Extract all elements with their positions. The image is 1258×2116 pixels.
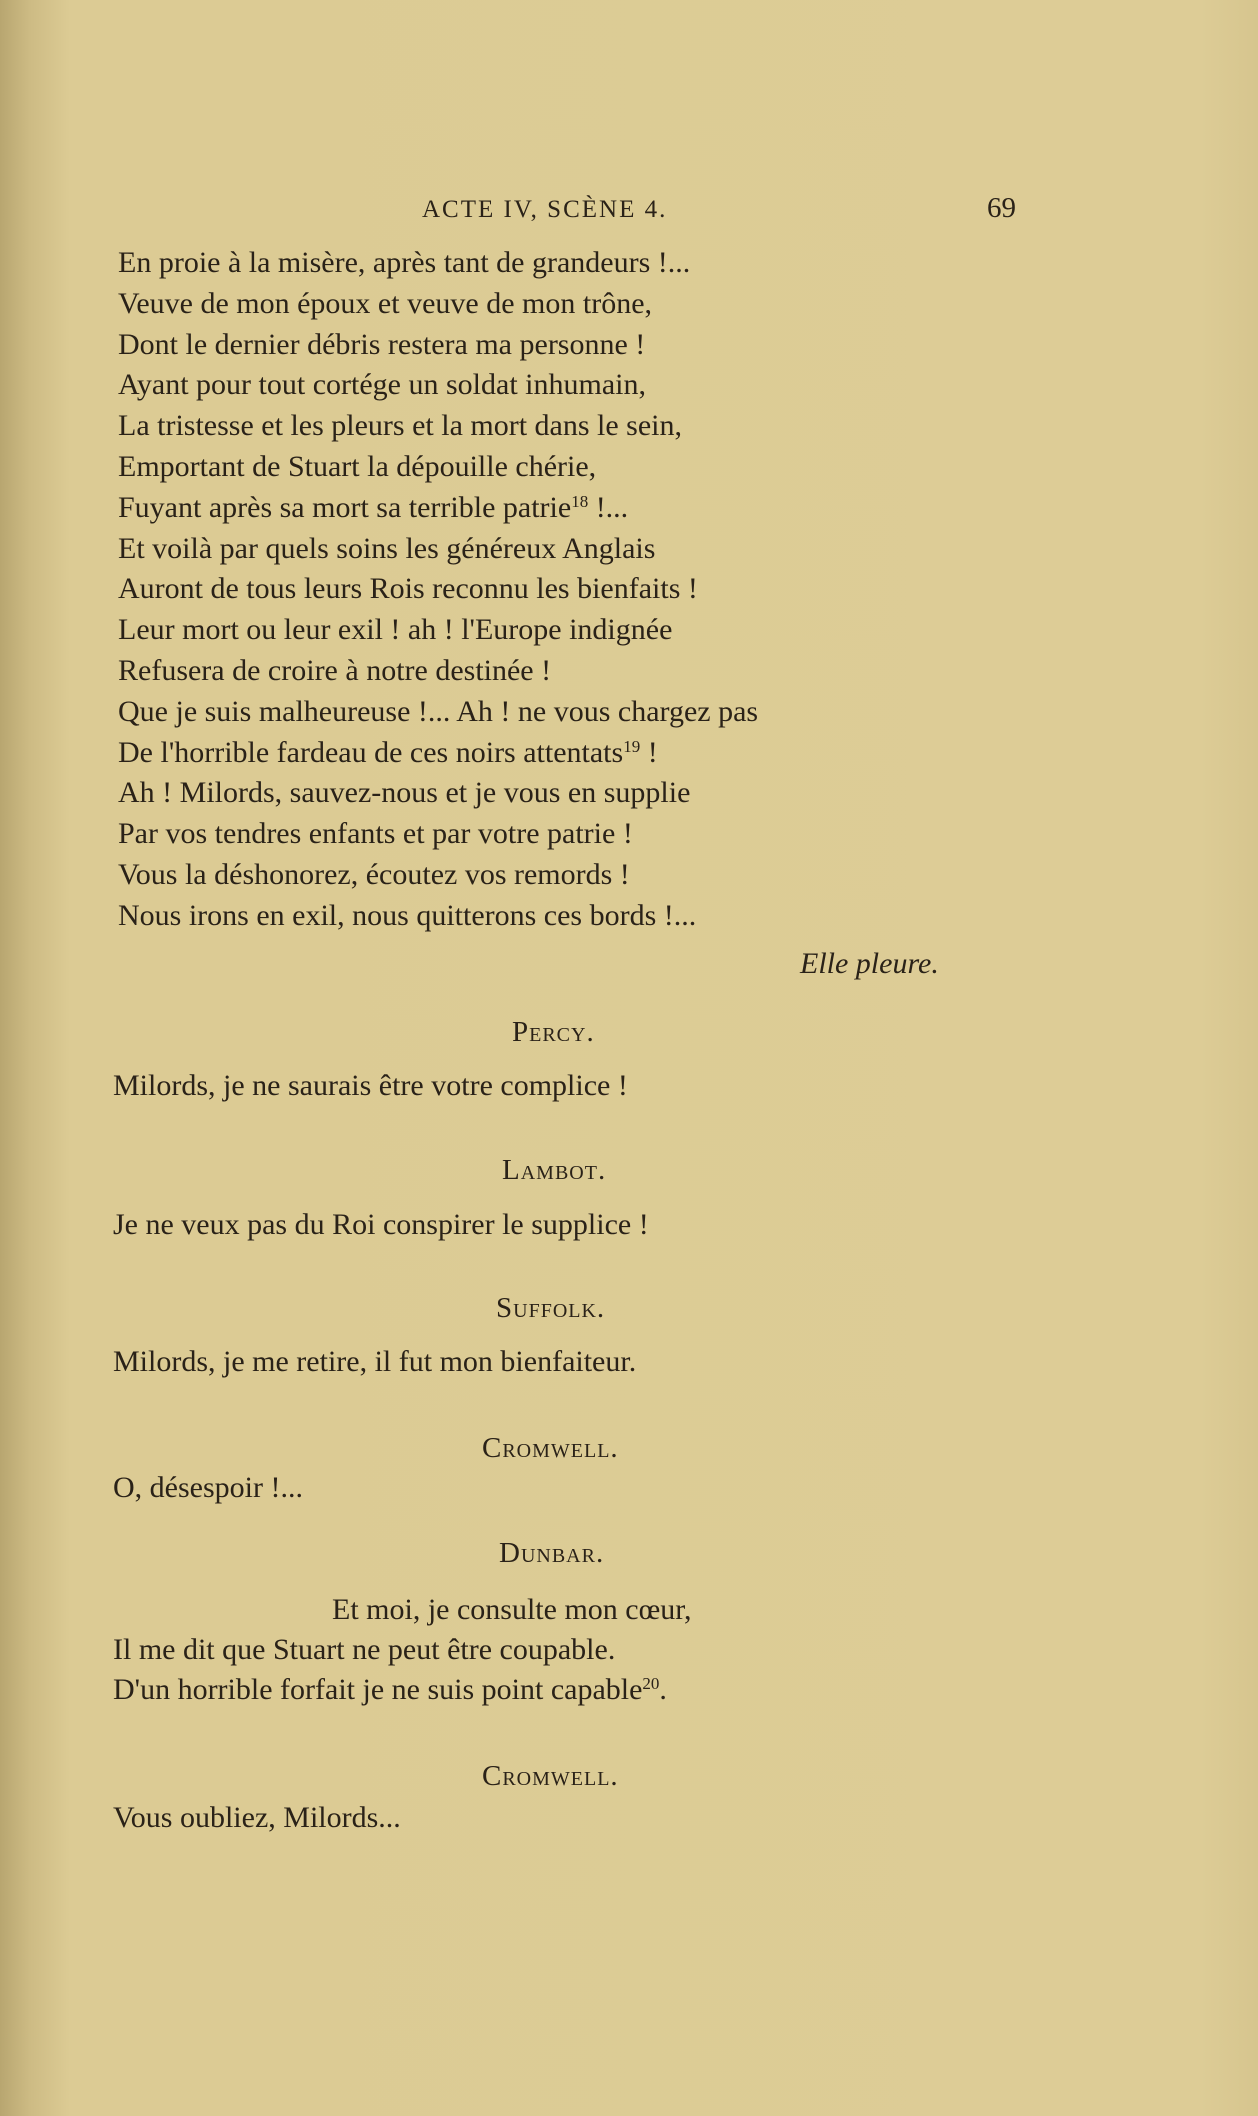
running-head: ACTE IV, SCÈNE 4.	[422, 196, 668, 223]
line-suffolk: Milords, je me retire, il fut mon bienfaiteur.	[113, 1345, 637, 1378]
speaker-lambot: Lambot.	[502, 1154, 607, 1186]
verse-line: Et voilà par quels soins les généreux Anglais	[118, 531, 656, 565]
line-lambot: Je ne veux pas du Roi conspirer le supplice !	[113, 1208, 649, 1241]
speaker-cromwell: Cromwell.	[482, 1432, 619, 1464]
verse-line: Ayant pour tout cortége un soldat inhumain,	[118, 368, 646, 402]
verse-line: Que je suis malheureuse !... Ah ! ne vous chargez pas	[118, 694, 759, 728]
verse-line: La tristesse et les pleurs et la mort dans le sein,	[118, 409, 683, 443]
line-dunbar-3: D'un horrible forfait je ne suis point capable$^{20}$.	[113, 1673, 667, 1706]
verse-line: Refusera de croire à notre destinée !	[118, 653, 552, 687]
speaker-dunbar: Dunbar.	[499, 1537, 605, 1569]
page-header	[0, 192, 1258, 236]
verse-line: Vous la déshonorez, écoutez vos remords !	[118, 857, 630, 891]
verse-line: Fuyant après sa mort sa terrible patrie$^{18}$ !...	[118, 490, 629, 524]
verse-line: Leur mort ou leur exil ! ah ! l'Europe indignée	[118, 613, 673, 647]
page-number: 69	[987, 192, 1016, 224]
stage-direction: Elle pleure.	[800, 947, 939, 980]
line-cromwell-2: Vous oubliez, Milords...	[113, 1801, 401, 1834]
verse-line: Veuve de mon époux et veuve de mon trône,	[118, 286, 653, 320]
line-percy: Milords, je ne saurais être votre complice !	[113, 1069, 628, 1102]
footnote-marker: 20	[642, 1674, 660, 1693]
verse-line: Dont le dernier débris restera ma personne !	[118, 327, 646, 361]
verse-line: Nous irons en exil, nous quitterons ces bords !...	[118, 898, 697, 932]
verse-line: Emportant de Stuart la dépouille chérie,	[118, 449, 597, 483]
verse-line: De l'horrible fardeau de ces noirs attentats$^{19}$ !	[118, 735, 658, 769]
line-cromwell: O, désespoir !...	[113, 1471, 303, 1504]
footnote-marker: 18	[571, 491, 589, 511]
speaker-percy: Percy.	[512, 1016, 595, 1048]
speaker-suffolk: Suffolk.	[496, 1292, 606, 1324]
verse-line: Ah ! Milords, sauvez-nous et je vous en supplie	[118, 776, 691, 810]
line-dunbar-2: Il me dit que Stuart ne peut être coupable.	[113, 1633, 616, 1666]
verse-line: Par vos tendres enfants et par votre patrie !	[118, 817, 633, 851]
line-dunbar-1: Et moi, je consulte mon cœur,	[332, 1593, 692, 1626]
verse-line: Auront de tous leurs Rois reconnu les bienfaits !	[118, 572, 698, 606]
verse-line: En proie à la misère, après tant de grandeurs !...	[118, 246, 691, 279]
footnote-marker: 19	[623, 736, 641, 756]
verse-block-queen	[118, 243, 758, 937]
speaker-cromwell-2: Cromwell.	[482, 1760, 619, 1792]
